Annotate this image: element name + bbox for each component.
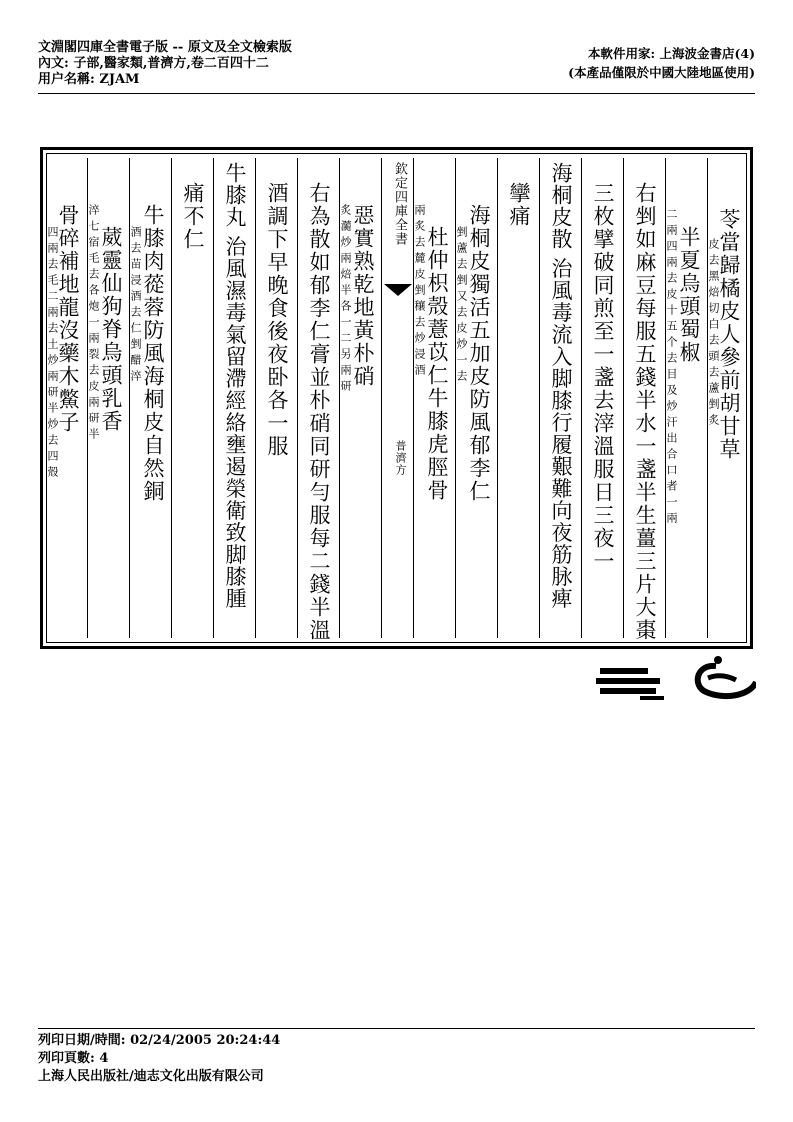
column-annotation: 酒去苗浸酒去仁剉醋淬 — [129, 226, 142, 386]
column-main-text: 半夏烏頭蜀椒 — [677, 226, 701, 364]
footer-print-date: 列印日期/時間: 02/24/2005 20:24:44 — [38, 1033, 281, 1048]
spine-title: 欽定四庫全書 — [392, 162, 407, 246]
text-column-l5 — [171, 158, 214, 638]
column-main-text: 痛不仁 — [181, 182, 205, 251]
text-column-l3 — [255, 158, 298, 638]
column-annotation: 皮去黑焙切白去頭去蘆剉炙 — [707, 238, 720, 430]
footer-print-pages: 列印頁數: 4 — [38, 1051, 109, 1066]
center-spine-column — [381, 158, 414, 638]
publisher-logo — [596, 656, 756, 706]
header-region-note: (本產品僅限於中國大陸地區使用) — [568, 65, 755, 80]
text-column-r5 — [539, 158, 582, 638]
text-column-r8 — [413, 158, 456, 638]
fishtail-mark — [384, 284, 412, 296]
text-column-r3 — [623, 158, 666, 642]
text-column-l1 — [339, 158, 382, 638]
text-column-r1 — [707, 158, 750, 638]
column-main-text: 葳靈仙狗脊烏頭乳香 — [99, 226, 123, 433]
spine-subtitle: 普濟方 — [394, 440, 407, 476]
column-main-text: 三枚擘破同煎至一盞去滓溫服日三夜一 — [591, 182, 615, 573]
header-info — [38, 40, 292, 88]
text-column-r4 — [581, 158, 624, 638]
column-main-text: 海桐皮獨活五加皮防風郁李仁 — [467, 204, 491, 503]
text-column-l2 — [297, 158, 340, 642]
column-main-text: 骨碎補地龍沒藥木鱉子 — [56, 204, 80, 434]
column-main-text: 海桐皮散 治風毒流入脚膝行履艱難向夜筋脉痺 — [549, 162, 573, 610]
footer-publisher: 上海人民出版社/迪志文化出版有限公司 — [38, 1069, 264, 1084]
column-main-text: 杜仲枳殼薏苡仁牛膝虎脛骨 — [425, 226, 449, 502]
text-column-l6 — [129, 158, 172, 638]
text-column-l7 — [87, 158, 130, 638]
column-main-text: 牛膝丸 治風濕毒氣留滯經絡壅遏榮衛致脚膝腫 — [223, 162, 247, 610]
column-main-text: 惡實熟乾地黃朴硝 — [351, 204, 375, 388]
text-column-r6 — [497, 158, 540, 638]
text-column-r2 — [665, 158, 708, 638]
book-page-frame — [40, 147, 753, 649]
column-annotation: 炙瀡炒兩焙半各一二另兩研 — [339, 204, 352, 396]
column-main-text: 攣痛 — [507, 182, 531, 228]
text-column-r7 — [455, 158, 498, 638]
column-annotation: 四兩去毛二兩去土炒兩研半炒去四殼 — [46, 226, 59, 482]
header-license — [568, 44, 755, 82]
column-main-text: 牛膝肉蓯蓉防風海桐皮自然銅 — [141, 204, 165, 503]
header-divider — [38, 93, 755, 94]
header-username: 用户名稱: ZJAM — [38, 72, 140, 87]
column-annotation: 剉蘆去剉又去皮炒一去 — [455, 226, 468, 386]
header-title: 文淵閣四庫全書電子版 -- 原文及全文檢索版 — [38, 40, 292, 55]
text-column-l8 — [47, 158, 87, 638]
book-page-inner-border — [46, 153, 747, 643]
footer-divider — [38, 1028, 755, 1029]
column-main-text: 右為散如郁李仁膏並朴硝同研勻服每二錢半溫 — [307, 182, 331, 642]
column-annotation: 二兩四兩去皮十五个去目及炒汗出合口者一兩 — [665, 208, 678, 528]
column-main-text: 酒調下早晚食後夜卧各一服 — [265, 182, 289, 458]
column-main-text: 右剉如麻豆每服五錢半水一盞半生薑三片大棗 — [633, 182, 657, 642]
column-annotation: 淬七宿毛去各炮一兩裂去皮兩研半 — [87, 204, 100, 444]
logo-stripes-mark — [596, 668, 664, 700]
text-column-l4 — [213, 158, 256, 638]
column-main-text: 苓當歸橘皮人參前胡甘草 — [717, 208, 741, 461]
header-licensee: 本軟件用家: 上海波金書店(4) — [588, 46, 755, 61]
logo-swirl-mark — [698, 656, 756, 696]
column-annotation: 兩炙去麓皮剉穰去炒浸酒 — [413, 204, 426, 380]
header-content-path: 內文: 子部,醫家類,普濟方,卷二百四十二 — [38, 56, 269, 71]
